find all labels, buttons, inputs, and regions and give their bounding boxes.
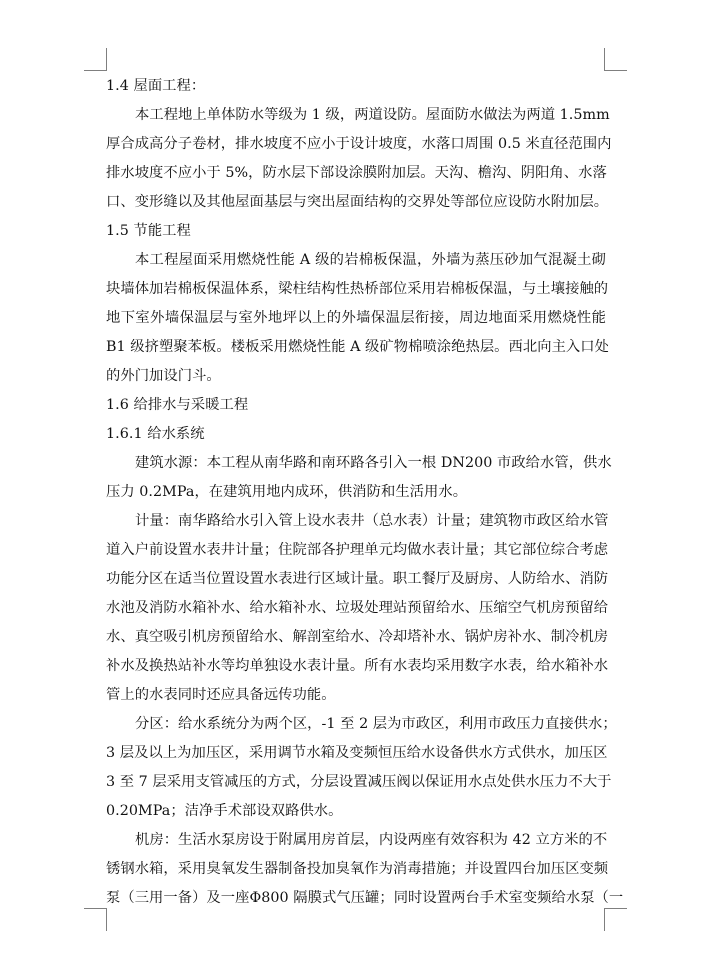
paragraph-line: 0.20MPa；洁净手术部设双路供水。 — [106, 803, 343, 819]
paragraph-line: 块墙体加岩棉板保温体系，梁柱结构性热桥部位采用岩棉板保温，与土壤接触的 — [106, 281, 609, 297]
paragraph-line: B1 级挤塑聚苯板。楼板采用燃烧性能 A 级矿物棉喷涂绝热层。西北向主入口处 — [106, 339, 609, 355]
paragraph-line: 锈钢水箱，采用臭氧发生器制备投加臭氧作为消毒措施；并设置四台加压区变频 — [106, 861, 609, 877]
paragraph-line: 排水坡度不应小于 5%，防水层下部设涂膜附加层。天沟、檐沟、阴阳角、水落 — [106, 165, 607, 181]
paragraph-line: 3 层及以上为加压区，采用调节水箱及变频恒压给水设备供水方式供水，加压区 — [106, 745, 608, 761]
crop-mark-bottom-left — [84, 908, 107, 931]
paragraph-line: 补水及换热站补水等均单独设水表计量。所有水表均采用数字水表，给水箱补水 — [106, 658, 609, 674]
paragraph-line: 机房：生活水泵房设于附属用房首层，内设两座有效容积为 42 立方米的不 — [135, 832, 608, 848]
paragraph-line: 建筑水源：本工程从南华路和南环路各引入一根 DN200 市政给水管，供水 — [135, 455, 612, 471]
paragraph-line: 本工程地上单体防水等级为 1 级，两道设防。屋面防水做法为两道 1.5mm — [135, 107, 610, 123]
paragraph-line: 分区：给水系统分为两个区，-1 至 2 层为市政区，利用市政压力直接供水； — [135, 716, 617, 732]
heading-energy-saving: 1.5 节能工程 — [106, 223, 191, 239]
paragraph-line: 口、变形缝以及其他屋面基层与突出屋面结构的交界处等部位应设防水附加层。 — [106, 194, 609, 210]
document-body[interactable] — [106, 72, 624, 913]
paragraph-line: 计量：南华路给水引入管上设水表井（总水表）计量；建筑物市政区给水管 — [135, 513, 609, 529]
heading-plumbing-heating: 1.6 给排水与采暖工程 — [106, 397, 249, 413]
paragraph-line: 泵（三用一备）及一座Φ800 隔膜式气压罐；同时设置两台手术室变频给水泵（一 — [106, 890, 624, 906]
paragraph-line: 水、真空吸引机房预留给水、解剖室给水、冷却塔补水、锅炉房补水、制冷机房 — [106, 629, 609, 645]
paragraph-line: 地下室外墙保温层与室外地坪以上的外墙保温层衔接，周边地面采用燃烧性能 — [106, 310, 606, 326]
paragraph-line: 管上的水表同时还应具备远传功能。 — [106, 687, 336, 703]
heading-water-supply: 1.6.1 给水系统 — [106, 426, 205, 442]
crop-mark-top-left — [84, 48, 107, 71]
crop-mark-top-right — [604, 48, 627, 71]
crop-mark-bottom-right — [604, 908, 627, 931]
heading-roof-works: 1.4 屋面工程： — [106, 78, 206, 94]
paragraph-line: 本工程屋面采用燃烧性能 A 级的岩棉板保温，外墙为蒸压砂加气混凝土砌 — [135, 252, 606, 268]
paragraph-line: 水池及消防水箱补水、给水箱补水、垃圾处理站预留给水、压缩空气机房预留给 — [106, 600, 609, 616]
paragraph-line: 压力 0.2MPa，在建筑用地内成环，供消防和生活用水。 — [106, 484, 468, 500]
paragraph-line: 厚合成高分子卷材，排水坡度不应小于设计坡度，水落口周围 0.5 米直径范围内 — [106, 136, 612, 152]
paragraph-line: 道入户前设置水表井计量；住院部各护理单元均做水表计量；其它部位综合考虑 — [106, 542, 609, 558]
paragraph-line: 的外门加设门斗。 — [106, 368, 221, 384]
paragraph-line: 功能分区在适当位置设置水表进行区域计量。职工餐厅及厨房、人防给水、消防 — [106, 571, 609, 587]
paragraph-line: 3 至 7 层采用支管减压的方式，分层设置减压阀以保证用水点处供水压力不大于 — [106, 774, 612, 790]
